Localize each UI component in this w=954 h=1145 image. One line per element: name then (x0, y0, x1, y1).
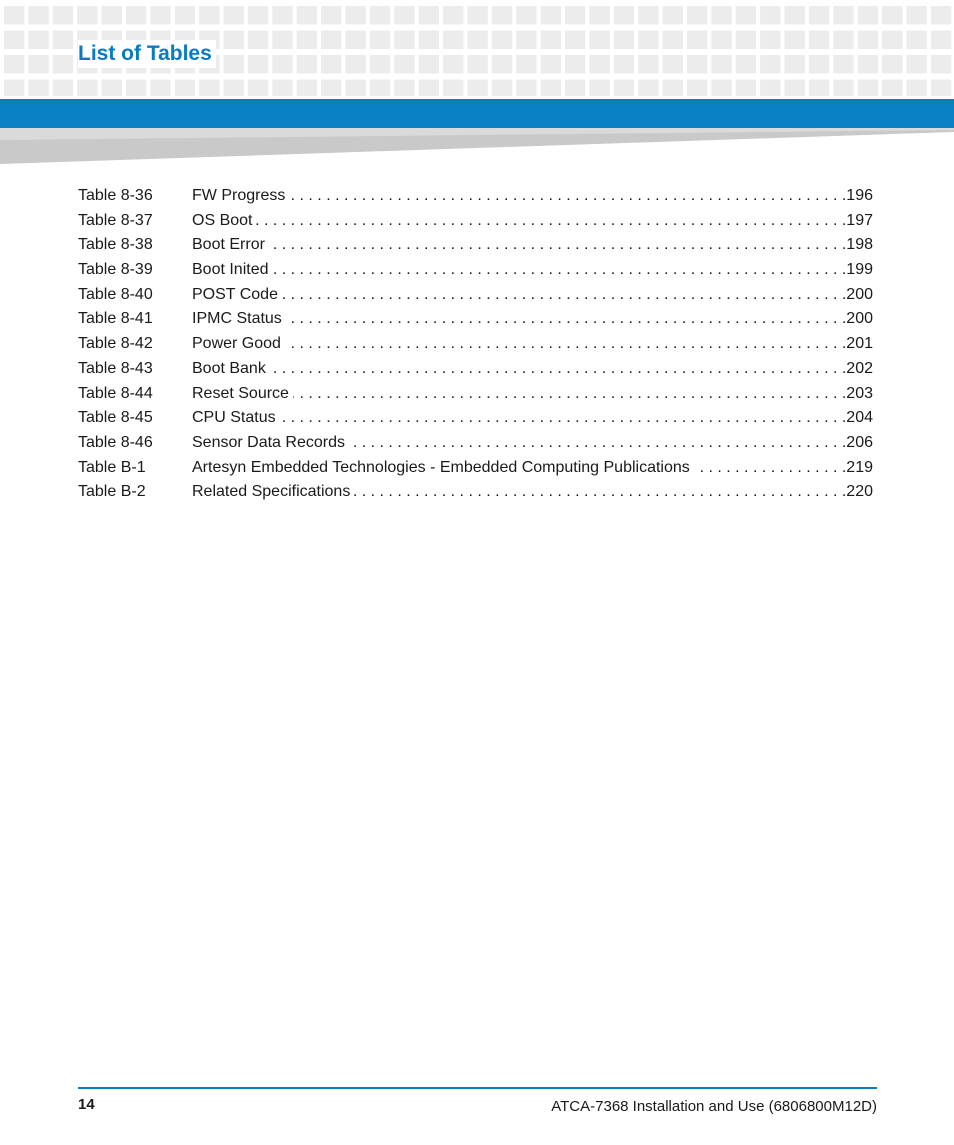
toc-entry-title[interactable]: Power Good (192, 335, 281, 353)
toc-entry-title[interactable]: POST Code (192, 285, 278, 303)
toc-entry-number: Table 8-36 (78, 187, 153, 204)
toc-entry[interactable] (78, 406, 873, 431)
dot-leader (280, 406, 847, 431)
toc-entry-number: Table 8-39 (78, 261, 153, 279)
toc-entry-number: Table 8-45 (78, 409, 153, 427)
footer-document-title: ATCA-7368 Installation and Use (6806800M12D) (551, 1098, 877, 1115)
page-title: List of Tables (78, 40, 216, 68)
toc-entry-page[interactable]: 199 (846, 261, 873, 279)
toc-entry[interactable] (78, 283, 873, 308)
toc-entry-page[interactable]: 200 (846, 310, 873, 328)
toc-entry[interactable] (78, 258, 873, 283)
toc-entry-title[interactable]: Sensor Data Records (192, 433, 345, 451)
toc-entry-number: Table 8-40 (78, 285, 153, 303)
toc-entry[interactable] (78, 307, 873, 332)
toc-entry-number: Table 8-46 (78, 433, 153, 451)
toc-entry[interactable] (78, 233, 873, 258)
toc-entry-title[interactable]: Boot Inited (192, 261, 269, 279)
dot-leader (273, 258, 847, 283)
toc-entry-page[interactable]: 200 (846, 285, 873, 303)
toc-entry[interactable] (78, 357, 873, 382)
toc-entry-title[interactable]: Artesyn Embedded Technologies - Embedded Computing Publications (192, 458, 690, 476)
toc-entry-page[interactable]: 220 (846, 483, 873, 501)
toc-entry-number: Table B-2 (78, 483, 146, 501)
toc-entry-page[interactable]: 201 (846, 335, 873, 353)
toc-entry-page[interactable]: 202 (846, 359, 873, 377)
toc-entry-page[interactable]: 196 (846, 187, 873, 204)
toc-entry-title[interactable]: Boot Error (192, 236, 265, 254)
dot-leader (289, 184, 846, 209)
toc-entry-page[interactable]: 197 (846, 211, 873, 229)
toc-entry-number: Table B-1 (78, 458, 146, 476)
toc-entry-page[interactable]: 198 (846, 236, 873, 254)
toc-entry[interactable] (78, 431, 873, 456)
header-swoosh (0, 128, 954, 164)
dot-leader (256, 209, 846, 234)
toc-entry-number: Table 8-43 (78, 359, 153, 377)
toc-entry-title[interactable]: Reset Source (192, 384, 289, 402)
toc-entry-page[interactable]: 206 (846, 433, 873, 451)
toc-entry-number: Table 8-37 (78, 211, 153, 229)
toc-entry-page[interactable]: 204 (846, 409, 873, 427)
toc-entry-title[interactable]: Related Specifications (192, 483, 351, 501)
toc-entry-page[interactable]: 203 (846, 384, 873, 402)
toc-entry-title[interactable]: IPMC Status (192, 310, 282, 328)
dot-leader (282, 283, 846, 308)
dot-leader (285, 332, 846, 357)
toc-entry-page[interactable]: 219 (846, 458, 873, 476)
toc-entry-number: Table 8-44 (78, 384, 153, 402)
toc-entry-number: Table 8-41 (78, 310, 153, 328)
table-list (78, 184, 873, 505)
toc-entry[interactable] (78, 382, 873, 407)
dot-leader (694, 456, 847, 481)
toc-entry-title[interactable]: CPU Status (192, 409, 276, 427)
toc-entry[interactable] (78, 480, 873, 505)
dot-leader (293, 382, 846, 407)
toc-entry-title[interactable]: OS Boot (192, 211, 253, 229)
dot-leader (354, 480, 846, 505)
toc-entry-title[interactable]: Boot Bank (192, 359, 266, 377)
toc-entry-title[interactable]: FW Progress (192, 187, 286, 204)
dot-leader (270, 357, 846, 382)
dot-leader (286, 307, 846, 332)
dot-leader (269, 233, 846, 258)
footer-page-number: 14 (78, 1096, 95, 1113)
footer-rule (78, 1087, 877, 1089)
toc-entry-number: Table 8-38 (78, 236, 153, 254)
toc-entry[interactable] (78, 209, 873, 234)
header-blue-band (0, 99, 954, 128)
toc-entry[interactable] (78, 184, 873, 209)
dot-leader (349, 431, 846, 456)
toc-entry[interactable] (78, 456, 873, 481)
toc-entry-number: Table 8-42 (78, 335, 153, 353)
toc-entry[interactable] (78, 332, 873, 357)
